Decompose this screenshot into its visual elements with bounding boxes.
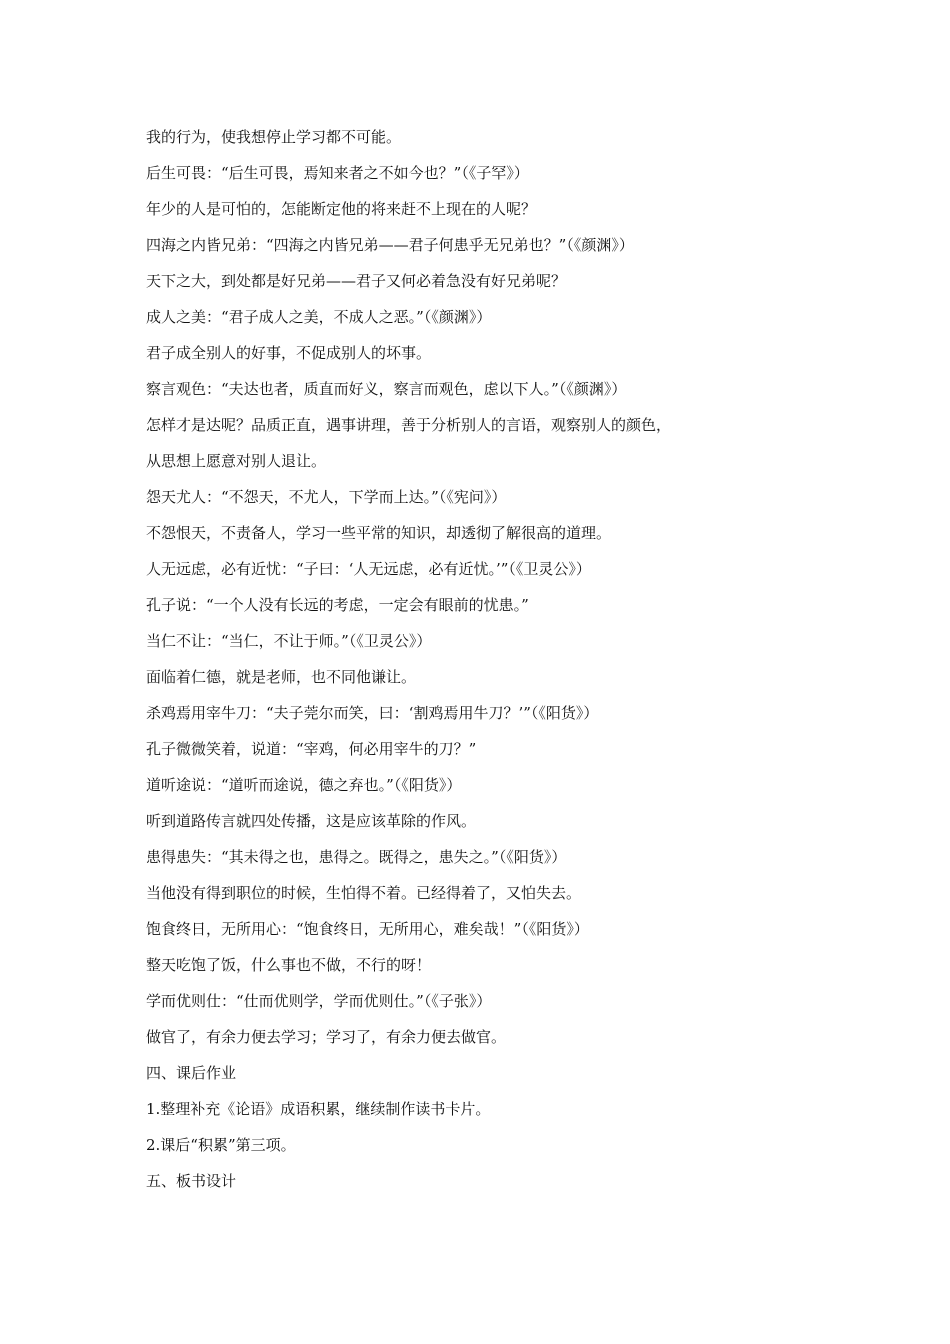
explanation-line: 面临着仁德，就是老师，也不同他谦让。 <box>146 668 417 686</box>
explanation-line: 孔子微微笑着，说道：“宰鸡，何必用宰牛的刀？” <box>146 740 477 758</box>
idiom-line: 人无远虑，必有近忧：“子曰：‘人无远虑，必有近忧。’”（《卫灵公》） <box>146 560 591 578</box>
idiom-line: 成人之美：“君子成人之美，不成人之恶。”（《颜渊》） <box>146 308 492 326</box>
idiom-line: 察言观色：“夫达也者，质直而好义，察言而观色，虑以下人。”（《颜渊》） <box>146 380 627 398</box>
idiom-line: 后生可畏：“后生可畏，焉知来者之不如今也？”（《子罕》） <box>146 164 529 182</box>
explanation-line: 怎样才是达呢？品质正直，遇事讲理，善于分析别人的言语，观察别人的颜色， <box>146 416 672 434</box>
explanation-line: 听到道路传言就四处传播，这是应该革除的作风。 <box>146 812 477 830</box>
section-heading: 四、课后作业 <box>146 1064 237 1082</box>
explanation-line: 年少的人是可怕的，怎能断定他的将来赶不上现在的人呢？ <box>146 200 537 218</box>
document-body <box>146 119 796 1199</box>
explanation-line: 君子成全别人的好事，不促成别人的坏事。 <box>146 344 432 362</box>
assignment-item: 2.课后“积累”第三项。 <box>146 1136 296 1154</box>
explanation-line: 天下之大，到处都是好兄弟——君子又何必着急没有好兄弟呢？ <box>146 272 567 290</box>
text-line: 我的行为，使我想停止学习都不可能。 <box>146 128 402 146</box>
idiom-line: 学而优则仕：“仕而优则学，学而优则仕。”（《子张》） <box>146 992 492 1010</box>
idiom-line: 杀鸡焉用宰牛刀：“夫子莞尔而笑，曰：‘割鸡焉用牛刀？’”（《阳货》） <box>146 704 599 722</box>
idiom-line: 怨天尤人：“不怨天，不尤人，下学而上达。”（《宪问》） <box>146 488 507 506</box>
idiom-line: 患得患失：“其未得之也，患得之。既得之，患失之。”（《阳货》） <box>146 848 567 866</box>
assignment-item: 1.整理补充《论语》成语积累，继续制作读书卡片。 <box>146 1100 491 1118</box>
explanation-line: 整天吃饱了饭，什么事也不做，不行的呀！ <box>146 956 432 974</box>
explanation-line: 不怨恨天，不责备人，学习一些平常的知识，却透彻了解很高的道理。 <box>146 524 612 542</box>
idiom-line: 饱食终日，无所用心：“饱食终日，无所用心，难矣哉！”（《阳货》） <box>146 920 589 938</box>
explanation-line: 做官了，有余力便去学习；学习了，有余力便去做官。 <box>146 1028 507 1046</box>
idiom-line: 四海之内皆兄弟：“四海之内皆兄弟——君子何患乎无兄弟也？”（《颜渊》） <box>146 236 634 254</box>
explanation-line: 从思想上愿意对别人退让。 <box>146 452 327 470</box>
section-heading: 五、板书设计 <box>146 1172 237 1190</box>
explanation-line: 当他没有得到职位的时候，生怕得不着。已经得着了，又怕失去。 <box>146 884 582 902</box>
idiom-line: 当仁不让：“当仁，不让于师。”（《卫灵公》） <box>146 632 432 650</box>
idiom-line: 道听途说：“道听而途说，德之弃也。”（《阳货》） <box>146 776 462 794</box>
explanation-line: 孔子说：“一个人没有长远的考虑，一定会有眼前的忧患。” <box>146 596 529 614</box>
